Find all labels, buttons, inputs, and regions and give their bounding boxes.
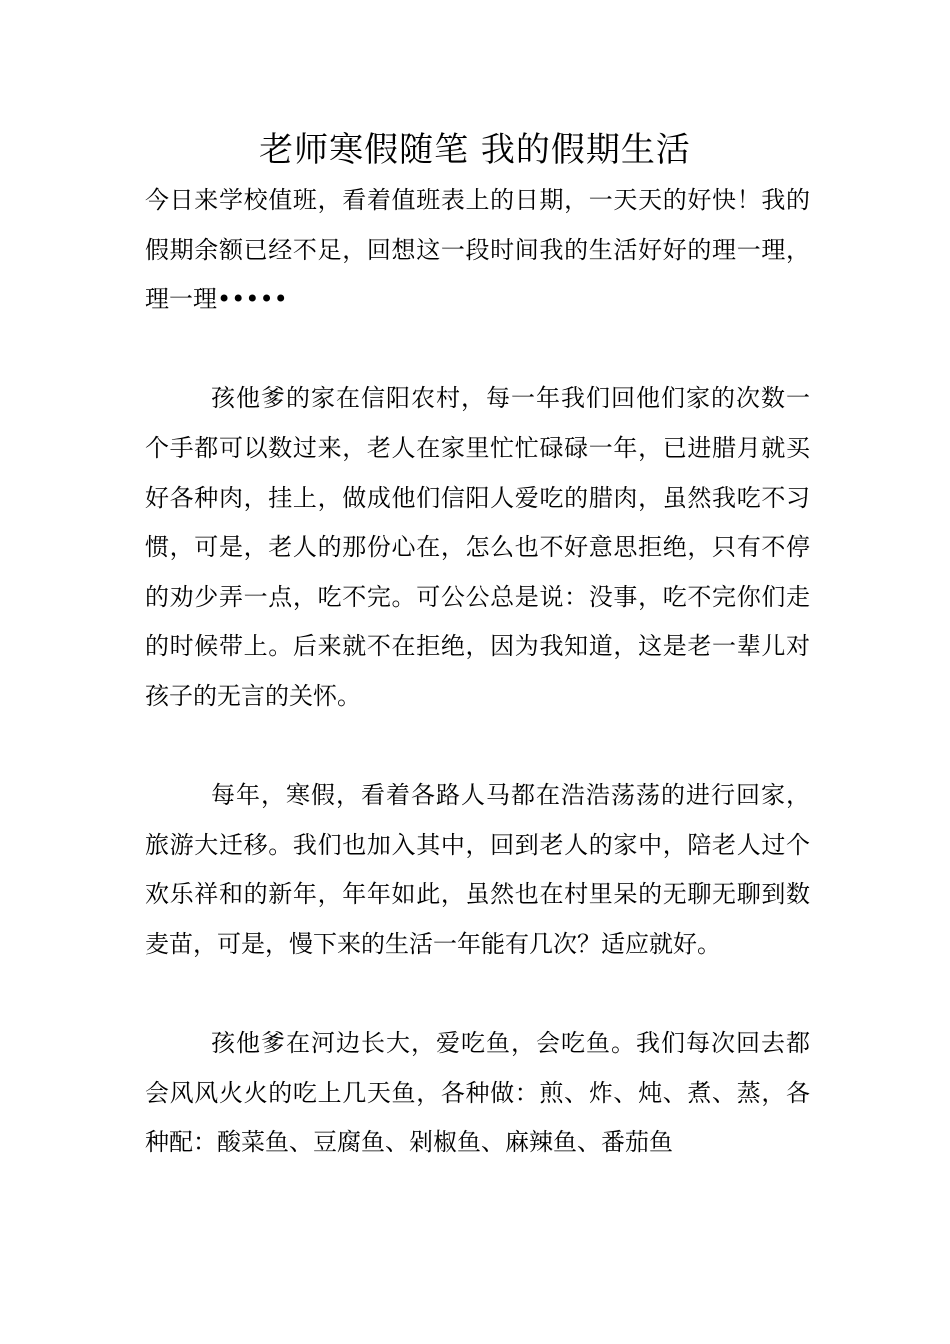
paragraph-gap <box>145 970 810 1020</box>
document-body <box>145 176 810 1168</box>
paragraph-in-laws-home: 孩他爹的家在信阳农村，每一年我们回他们家的次数一个手都可以数过来，老人在家里忙忙碌碌一年，已进腊月就买好各种肉，挂上，做成他们信阳人爱吃的腊肉，虽然我吃不习惯，可是，老人的那份心在，怎么也不好意思拒绝，只有不停的劝少弄一点，吃不完。可公公总是说：没事，吃不完你们走的时候带上。后来就不在拒绝，因为我知道，这是老一辈儿对孩子的无言的关怀。 <box>145 384 810 710</box>
paragraph-intro: 今日来学校值班，看着值班表上的日期，一天天的好快！我的假期余额已经不足，回想这一段时间我的生活好好的理一理，理一理••••• <box>145 186 810 314</box>
paragraph-fish: 孩他爹在河边长大，爱吃鱼，会吃鱼。我们每次回去都会风风火火的吃上几天鱼，各种做：煎、炸、炖、煮、蒸，各种配：酸菜鱼、豆腐鱼、剁椒鱼、麻辣鱼、番茄鱼 <box>145 1029 810 1157</box>
paragraph-winter-break: 每年，寒假，看着各路人马都在浩浩荡荡的进行回家，旅游大迁移。我们也加入其中，回到老人的家中，陪老人过个欢乐祥和的新年，年年如此，虽然也在村里呆的无聊无聊到数麦苗，可是，慢下来的生活一年能有几次？适应就好。 <box>145 781 810 958</box>
document-title: 老师寒假随笔 我的假期生活 <box>259 130 691 170</box>
paragraph-gap <box>145 325 810 375</box>
paragraph-gap <box>145 722 810 772</box>
